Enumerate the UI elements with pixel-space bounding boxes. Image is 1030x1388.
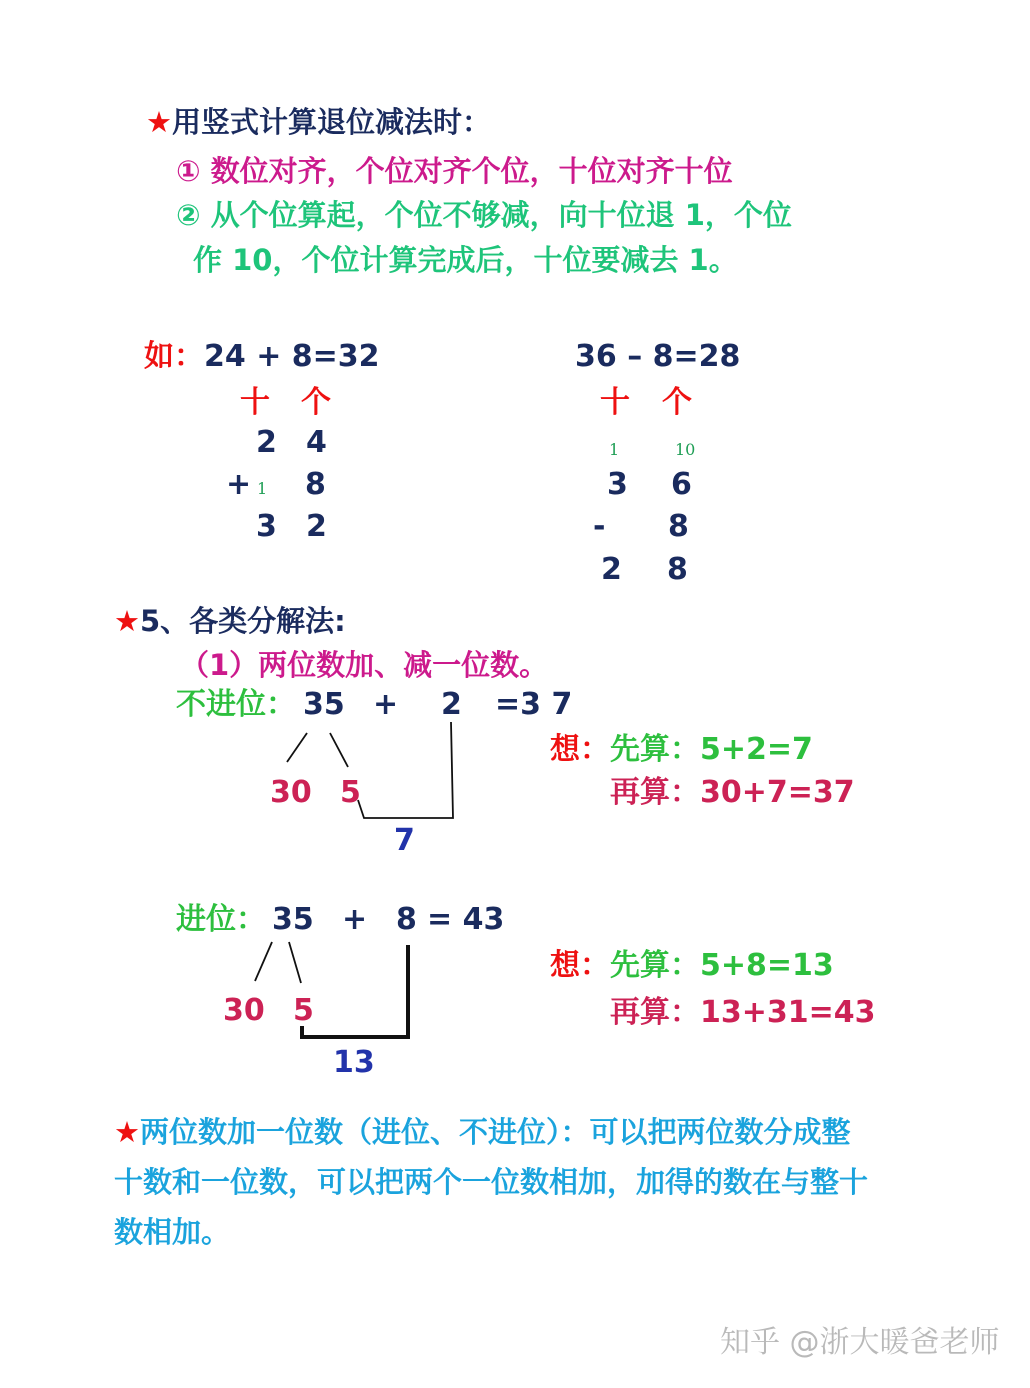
- sub-top-ones: 6: [671, 467, 692, 502]
- carry-split-right-line: [289, 942, 301, 983]
- sub-top-tens: 3: [607, 467, 628, 502]
- carry-bracket: [302, 945, 408, 1037]
- summary-text-1: 两位数加一位数（进位、不进位）：可以把两位数分成整: [140, 1115, 851, 1149]
- star-icon: ★: [114, 604, 140, 638]
- section5-title: 5、各类分解法:: [140, 604, 346, 638]
- carry-b: 8: [396, 902, 417, 937]
- summary-line-1: [114, 1115, 851, 1149]
- rule-2-line-2: 作 10，个位计算完成后，十位要减去 1。: [193, 243, 738, 277]
- think-label: 想：: [550, 948, 610, 983]
- no-carry-label: 不进位：: [176, 687, 296, 722]
- sub-result-ones: 8: [667, 552, 688, 587]
- sub-borrow-tens: 1: [609, 440, 620, 459]
- no-carry-a: 35: [303, 687, 345, 722]
- carry-op: +: [342, 902, 368, 937]
- star-icon: ★: [146, 105, 172, 139]
- section5-subtitle: （1）两位数加、减一位数。: [180, 648, 549, 682]
- add-operator: +: [226, 467, 252, 502]
- summary-line-2: 十数和一位数，可以把两个一位数相加，加得的数在与整十: [114, 1165, 869, 1199]
- think-label: 想：: [550, 732, 610, 767]
- no-carry-step-2: 再算：30+7=37: [610, 775, 855, 810]
- sub-equation: 36 – 8=28: [575, 339, 741, 374]
- add-top-ones: 4: [306, 425, 327, 460]
- star-icon: ★: [114, 1115, 140, 1149]
- add-top-tens: 2: [256, 425, 277, 460]
- carry-step-1: 先算：5+8=13: [610, 948, 834, 983]
- sub-second-ones: 8: [668, 509, 689, 544]
- sub-operator: -: [593, 509, 606, 544]
- no-carry-b: 2: [441, 687, 462, 722]
- no-carry-split-tens: 30: [270, 775, 312, 810]
- add-second-ones: 8: [305, 467, 326, 502]
- carry-split-ones: 5: [293, 993, 314, 1028]
- no-carry-op: +: [373, 687, 399, 722]
- carry-partial: 13: [333, 1045, 375, 1080]
- summary-line-3: 数相加。: [114, 1215, 231, 1249]
- no-carry-partial: 7: [394, 823, 415, 858]
- tens-label-sub: 十: [600, 385, 630, 420]
- carry-split-left-line: [255, 942, 272, 981]
- no-carry-split-right-line: [330, 733, 348, 767]
- example-prefix: 如：: [144, 339, 204, 374]
- section1-title: 用竖式计算退位减法时：: [172, 105, 492, 139]
- watermark: 知乎 @浙大暖爸老师: [720, 1325, 1000, 1360]
- no-carry-result: =3 7: [495, 687, 573, 722]
- no-carry-bracket: [358, 722, 453, 818]
- add-carry: 1: [257, 479, 268, 498]
- rule-2-line-1: ② 从个位算起，个位不够减，向十位退 1，个位: [176, 198, 792, 232]
- ones-label-sub: 个: [662, 385, 692, 420]
- add-result-ones: 2: [306, 509, 327, 544]
- carry-label: 进位：: [176, 902, 266, 937]
- rule-1: ① 数位对齐，个位对齐个位，十位对齐十位: [176, 154, 733, 188]
- add-result-tens: 3: [256, 509, 277, 544]
- no-carry-split-ones: 5: [340, 775, 361, 810]
- sub-result-tens: 2: [601, 552, 622, 587]
- carry-step-2: 再算：13+31=43: [610, 995, 876, 1030]
- carry-eq: = 43: [427, 902, 505, 937]
- carry-split-tens: 30: [223, 993, 265, 1028]
- no-carry-step-1: 先算：5+2=7: [610, 732, 813, 767]
- no-carry-split-left-line: [287, 733, 307, 762]
- sub-borrow-ones: 10: [675, 440, 696, 459]
- ones-label-add: 个: [301, 385, 331, 420]
- tens-label-add: 十: [240, 385, 270, 420]
- carry-a: 35: [272, 902, 314, 937]
- add-equation: 24 + 8=32: [204, 339, 380, 374]
